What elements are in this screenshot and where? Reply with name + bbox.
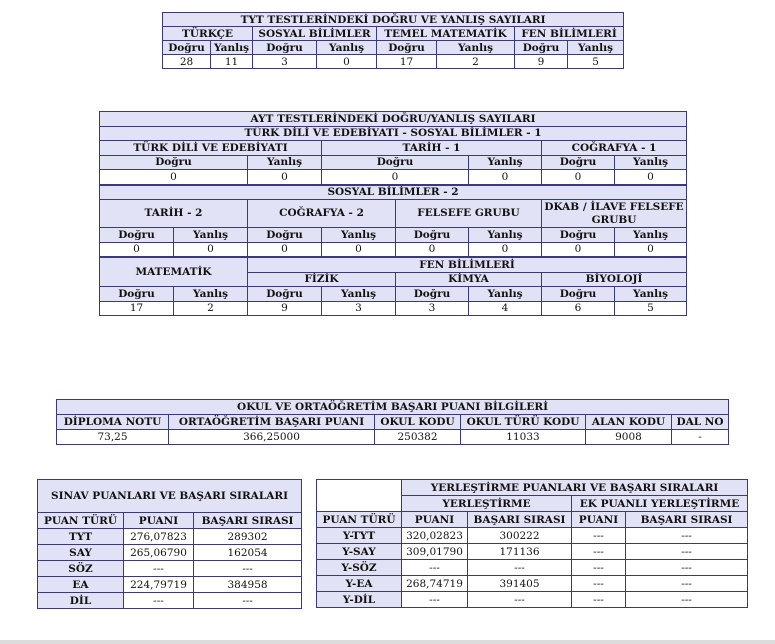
yerlestirme-row-label: Y-EA — [317, 576, 402, 592]
sinav-header-puani: PUANI — [124, 513, 194, 529]
ayt-subject-tarih1: TARİH - 1 — [322, 141, 542, 156]
ayt-table — [99, 111, 687, 316]
okul-header-obp: ORTAÖĞRETİM BAŞARI PUANI — [169, 415, 375, 430]
tyt-dogru-header: Doğru — [253, 41, 317, 55]
ayt-dogru-header: Doğru — [248, 287, 322, 302]
tyt-value: 3 — [253, 55, 317, 69]
ayt-value: 4 — [469, 301, 542, 316]
sinav-table — [37, 479, 302, 609]
ayt-yanlis-header: Yanlış — [174, 228, 248, 243]
okul-value: 11033 — [461, 430, 586, 445]
ayt-value: 17 — [100, 301, 174, 316]
ayt-value: 0 — [322, 170, 469, 185]
okul-header-okul-kodu: OKUL KODU — [375, 415, 461, 430]
sinav-value: 384958 — [194, 577, 302, 593]
ayt-dogru-header: Doğru — [100, 287, 174, 302]
ayt-fen-title: FEN BİLİMLERİ — [248, 257, 687, 272]
ayt-section2-title: SOSYAL BİLİMLER - 2 — [100, 185, 687, 200]
sinav-row-label: EA — [38, 577, 124, 593]
tyt-value: 11 — [211, 55, 253, 69]
tyt-value: 9 — [515, 55, 568, 69]
yerlestirme-sub1: YERLEŞTİRME — [402, 496, 572, 512]
ayt-value: 3 — [322, 301, 396, 316]
tyt-yanlis-header: Yanlış — [211, 41, 253, 55]
yerlestirme-sub2: EK PUANLI YERLEŞTİRME — [572, 496, 748, 512]
yerlestirme-title: YERLEŞTİRME PUANLARI VE BAŞARI SIRALARI — [402, 480, 748, 496]
sinav-row-label: SAY — [38, 545, 124, 561]
sinav-value: --- — [194, 593, 302, 609]
sinav-row-label: SÖZ — [38, 561, 124, 577]
ayt-subject-edebiyat: TÜRK DİLİ VE EDEBİYATI — [100, 141, 322, 156]
ayt-value: 0 — [469, 170, 542, 185]
ayt-subject-kimya: KİMYA — [396, 272, 542, 287]
tyt-subject-sosyal: SOSYAL BİLİMLER — [253, 27, 377, 41]
ayt-yanlis-header: Yanlış — [322, 228, 396, 243]
ayt-yanlis-header: Yanlış — [469, 287, 542, 302]
ayt-dogru-header: Doğru — [542, 155, 615, 170]
ayt-subject-tarih2: TARİH - 2 — [100, 200, 248, 228]
tyt-yanlis-header: Yanlış — [317, 41, 377, 55]
sinav-value: --- — [124, 593, 194, 609]
ayt-value: 0 — [542, 242, 615, 257]
ayt-subject-felsefe: FELSEFE GRUBU — [396, 200, 542, 228]
ayt-value: 9 — [248, 301, 322, 316]
sinav-value: 162054 — [194, 545, 302, 561]
sinav-row-label: TYT — [38, 529, 124, 545]
yerlestirme-row-label: Y-DİL — [317, 592, 402, 608]
yerlestirme-corner — [317, 480, 402, 512]
tyt-value: 0 — [317, 55, 377, 69]
sinav-value: 224,79719 — [124, 577, 194, 593]
ayt-value: 0 — [469, 242, 542, 257]
tyt-subject-turkce: TÜRKÇE — [163, 27, 253, 41]
yerlestirme-header-puani: PUANI — [402, 512, 468, 528]
sinav-row-label: DİL — [38, 593, 124, 609]
yerlestirme-value: --- — [402, 592, 468, 608]
ayt-subject-fizik: FİZİK — [248, 272, 396, 287]
yerlestirme-value: --- — [572, 544, 626, 560]
ayt-dogru-header: Doğru — [322, 155, 469, 170]
ayt-yanlis-header: Yanlış — [322, 287, 396, 302]
ayt-yanlis-header: Yanlış — [174, 287, 248, 302]
ayt-value: 0 — [322, 242, 396, 257]
ayt-yanlis-header: Yanlış — [248, 155, 322, 170]
ayt-math-title: MATEMATİK — [100, 257, 248, 287]
ayt-value: 0 — [248, 242, 322, 257]
sinav-header-puan-turu: PUAN TÜRÜ — [38, 513, 124, 529]
ayt-dogru-header: Doğru — [542, 287, 615, 302]
ayt-value: 5 — [615, 301, 687, 316]
yerlestirme-value: --- — [572, 560, 626, 576]
yerlestirme-header-puan-turu: PUAN TÜRÜ — [317, 512, 402, 528]
yerlestirme-table — [316, 479, 748, 608]
sinav-header-basari-sirasi: BAŞARI SIRASI — [194, 513, 302, 529]
okul-header-alan-kodu: ALAN KODU — [586, 415, 672, 430]
ayt-value: 0 — [615, 170, 687, 185]
yerlestirme-value: 391405 — [468, 576, 572, 592]
yerlestirme-value: --- — [402, 560, 468, 576]
ayt-title: AYT TESTLERİNDEKİ DOĞRU/YANLIŞ SAYILARI — [100, 112, 687, 127]
yerlestirme-value: --- — [572, 592, 626, 608]
yerlestirme-header-basari-sirasi: BAŞARI SIRASI — [468, 512, 572, 528]
tyt-yanlis-header: Yanlış — [568, 41, 624, 55]
ayt-yanlis-header: Yanlış — [469, 155, 542, 170]
tyt-table — [162, 12, 624, 69]
yerlestirme-row-label: Y-TYT — [317, 528, 402, 544]
ayt-subject-cografya2: COĞRAFYA - 2 — [248, 200, 396, 228]
ayt-yanlis-header: Yanlış — [615, 155, 687, 170]
tyt-value: 2 — [437, 55, 515, 69]
ayt-value: 0 — [100, 242, 174, 257]
yerlestirme-value: 300222 — [468, 528, 572, 544]
tyt-value: 5 — [568, 55, 624, 69]
ayt-subject-dkab: DKAB / İLAVE FELSEFE GRUBU — [542, 200, 687, 228]
sinav-title: SINAV PUANLARI VE BAŞARI SIRALARI — [38, 480, 302, 513]
ayt-value: 0 — [100, 170, 248, 185]
okul-value: 9008 — [586, 430, 672, 445]
ayt-value: 3 — [396, 301, 469, 316]
ayt-value: 0 — [542, 170, 615, 185]
ayt-value: 2 — [174, 301, 248, 316]
okul-header-okul-turu: OKUL TÜRÜ KODU — [461, 415, 586, 430]
okul-title: OKUL VE ORTAÖĞRETİM BAŞARI PUANI BİLGİLERİ — [57, 400, 729, 415]
sinav-value: 265,06790 — [124, 545, 194, 561]
tyt-value: 17 — [377, 55, 437, 69]
yerlestirme-value: --- — [468, 592, 572, 608]
yerlestirme-header-ek-basari-sirasi: BAŞARI SIRASI — [626, 512, 748, 528]
ayt-value: 0 — [248, 170, 322, 185]
yerlestirme-row-label: Y-SAY — [317, 544, 402, 560]
tyt-value: 28 — [163, 55, 211, 69]
sinav-value: 289302 — [194, 529, 302, 545]
yerlestirme-value: 309,01790 — [402, 544, 468, 560]
yerlestirme-value: 171136 — [468, 544, 572, 560]
ayt-value: 6 — [542, 301, 615, 316]
yerlestirme-value: --- — [572, 528, 626, 544]
okul-table — [56, 399, 729, 445]
ayt-value: 0 — [174, 242, 248, 257]
yerlestirme-value: --- — [468, 560, 572, 576]
yerlestirme-value: --- — [626, 544, 748, 560]
yerlestirme-value: --- — [626, 560, 748, 576]
sinav-value: --- — [124, 561, 194, 577]
tyt-yanlis-header: Yanlış — [437, 41, 515, 55]
yerlestirme-value: --- — [572, 576, 626, 592]
page-bottom-divider — [0, 640, 775, 644]
tyt-title: TYT TESTLERİNDEKİ DOĞRU VE YANLIŞ SAYILARI — [163, 13, 624, 27]
ayt-yanlis-header: Yanlış — [615, 287, 687, 302]
ayt-dogru-header: Doğru — [396, 287, 469, 302]
ayt-yanlis-header: Yanlış — [469, 228, 542, 243]
yerlestirme-header-ek-puani: PUANI — [572, 512, 626, 528]
yerlestirme-row-label: Y-SÖZ — [317, 560, 402, 576]
yerlestirme-value: 268,74719 — [402, 576, 468, 592]
ayt-dogru-header: Doğru — [248, 228, 322, 243]
okul-header-dal-no: DAL NO — [672, 415, 729, 430]
okul-header-diploma: DİPLOMA NOTU — [57, 415, 169, 430]
sinav-value: 276,07823 — [124, 529, 194, 545]
yerlestirme-value: --- — [626, 528, 748, 544]
tyt-dogru-header: Doğru — [163, 41, 211, 55]
ayt-subject-biyoloji: BİYOLOJİ — [542, 272, 687, 287]
ayt-dogru-header: Doğru — [542, 228, 615, 243]
tyt-dogru-header: Doğru — [377, 41, 437, 55]
tyt-subject-matematik: TEMEL MATEMATİK — [377, 27, 515, 41]
ayt-value: 0 — [396, 242, 469, 257]
tyt-subject-fen: FEN BİLİMLERİ — [515, 27, 624, 41]
ayt-subject-cografya1: COĞRAFYA - 1 — [542, 141, 687, 156]
ayt-value: 0 — [615, 242, 687, 257]
sinav-value: --- — [194, 561, 302, 577]
yerlestirme-value: --- — [626, 592, 748, 608]
yerlestirme-value: 320,02823 — [402, 528, 468, 544]
okul-value: 250382 — [375, 430, 461, 445]
ayt-dogru-header: Doğru — [100, 155, 248, 170]
yerlestirme-value: --- — [626, 576, 748, 592]
ayt-dogru-header: Doğru — [100, 228, 174, 243]
ayt-yanlis-header: Yanlış — [615, 228, 687, 243]
okul-value: 366,25000 — [169, 430, 375, 445]
ayt-dogru-header: Doğru — [396, 228, 469, 243]
okul-value: - — [672, 430, 729, 445]
tyt-dogru-header: Doğru — [515, 41, 568, 55]
okul-value: 73,25 — [57, 430, 169, 445]
ayt-section1-title: TÜRK DİLİ VE EDEBİYATI - SOSYAL BİLİMLER - 1 — [100, 126, 687, 141]
